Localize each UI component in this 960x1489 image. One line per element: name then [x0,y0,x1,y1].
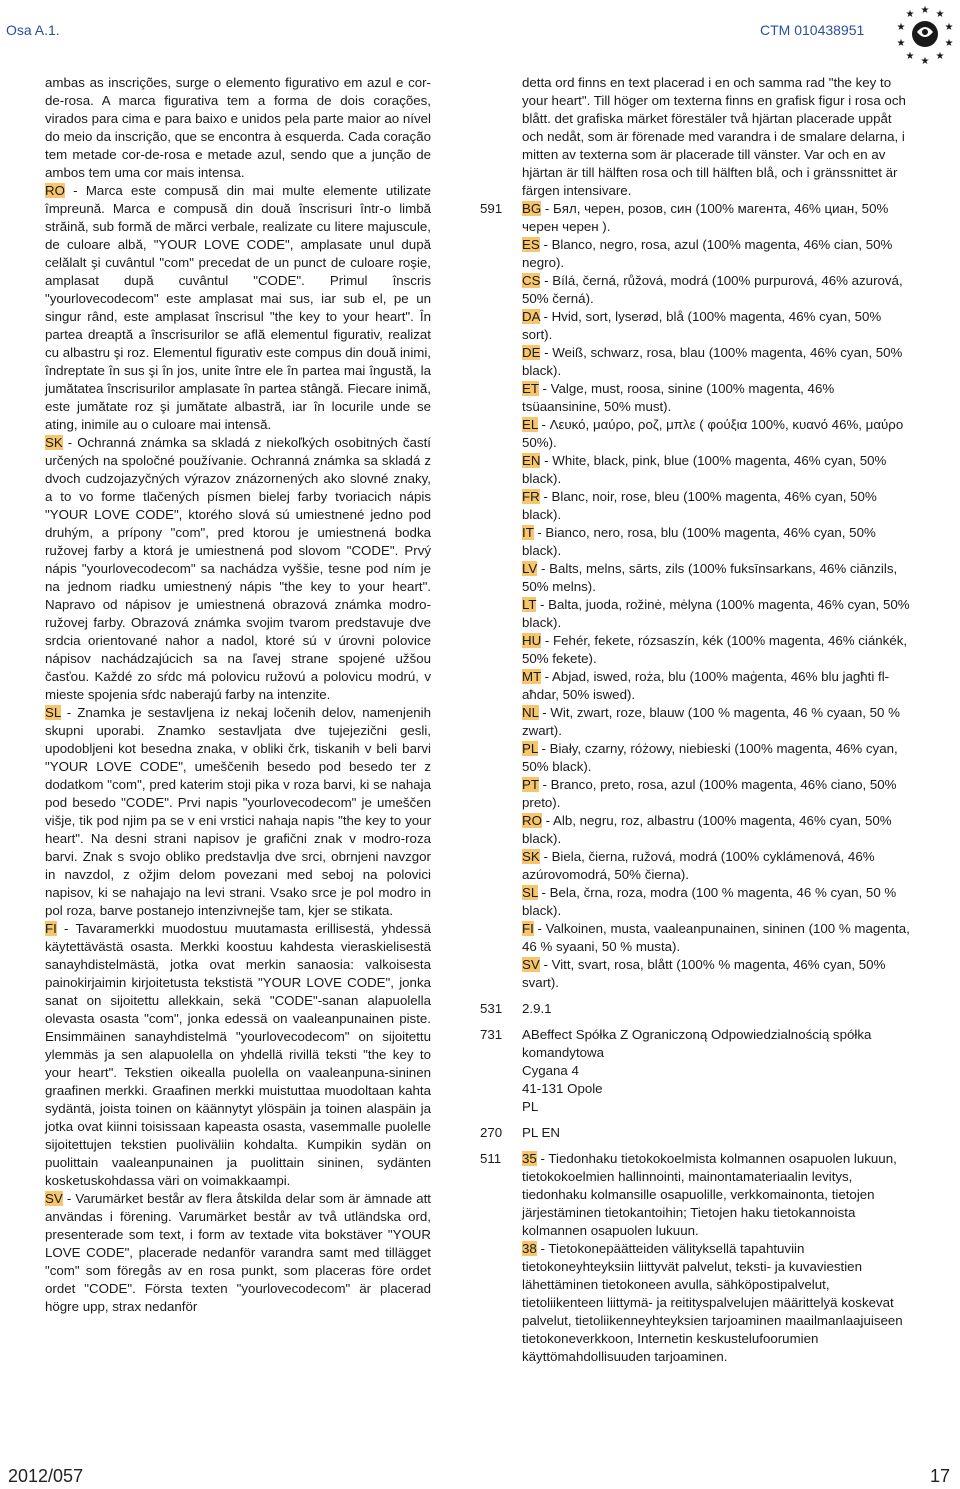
item-text: - Tiedonhaku tietokokoelmista kolmannen osapuolen lukuun, tietokokoelmien hallinnointi, mainontamateriaalin levitys, tiedonhaku kolmansille osapuolille, verkkomainonta, tietojen järjestäminen tietokantoihin; Tietojen haku tietokannoista kolmannen osapuolen lukuun. [522,1151,897,1238]
code-label: SK [522,849,540,864]
color-entry-sl [522,884,910,920]
paragraph-sk: SK - Ochranná známka sa skladá z niekoľkých osobitných častí určených na spoločné používanie. Ochranná známka sa skladá z dvoch cudzojazyčných výrazov znázornených ako slovné znaky, a to vo forme tlačených písmen bielej farby tvoriacich nápis "YOUR LOVE CODE", ktorého slová sú umiestnené jedno pod druhým, a prípony "com", pred ktorou je umiestnená bodka ružovej farby a ktorá je umiestnená pod slovom "CODE". Prvý nápis "yourlovecodecom" sa nachádza vyššie, tesne pod ním je na jednom riadku umiestnený nápis "the key to your heart". Napravo od nápisov je umiestnená obrazová známka modro-ružovej farby. Obrazová známka svojim tvarom predstavuje dve srdcia orientované nahor a nadol, ktoré sú v úrovni polovice nápisov nachádzajúcich sa na ľavej strane spojené užšou časťou. Každé zo sŕdc má polovicu ružovú a polovicu modrú, v mieste spojenia sŕdc naberajú farby na intenzite. [45,435,431,702]
left-column [45,74,431,1316]
color-entry-pl [522,740,910,776]
header-left: Osa A.1. [6,22,60,38]
footer-issue: 2012/057 [8,1466,84,1486]
paragraph-pt: ambas as inscrições, surge o elemento figurativo em azul e cor-de-rosa. A marca figurativa tem a forma de dois corações, virados para cima e para baixo e unidos pela parte maior ao nível do meio da inscrição, que se encontra à esquerda. Cada coração tem metade cor-de-rosa e metade azul, sendo que a junção de ambos tem uma cor mais intensa. [45,75,431,180]
paragraph-sv: SV - Varumärket består av flera åtskilda delar som är ämnade att användas i förening. Varumärket består av två utländska ord, presenterade som text, i form av textade vita bokstäver "YOUR LOVE CODE", placerade nedanför varandra samt med tillägget "com" som föregås av en rosa punkt, som placeras före ordet ordet "CODE". Första texten "yourlovecodecom" är placerad högre upp, strax nedanför [45,1191,431,1314]
color-entry-sk [522,848,910,884]
item-text: - Alb, negru, roz, albastru (100% magenta, 46% cyan, 50% black). [522,813,892,846]
entry-value: PL EN [522,1125,560,1140]
item-text: - Valge, must, roosa, sinine (100% magenta, 46% tsüaansinine, 50% must). [522,381,835,414]
code-label: 35 [522,1151,537,1166]
item-text: - Balts, melns, sārts, zils (100% fuksīnsarkans, 46% ciānzils, 50% melns). [522,561,898,594]
entry-731 [480,1026,910,1116]
entry-591 [480,200,910,992]
owner-city: 41-131 Opole [522,1081,603,1096]
item-text: - White, black, pink, blue (100% magenta, 46% cyan, 50% black). [522,453,887,486]
item-text: - Wit, zwart, roze, blauw (100 % magenta, 46 % cyaan, 50 % zwart). [522,705,900,738]
entry-number: 731 [480,1027,503,1042]
code-label: BG [522,201,542,216]
code-label: PL [522,741,538,756]
ohim-logo [893,2,957,66]
lang-code-fi: FI [45,921,57,936]
code-label: CS [522,273,541,288]
class-entry-35 [522,1150,910,1240]
color-entry-hu [522,632,910,668]
code-label: ET [522,381,539,396]
item-text: - Tietokonepäätteiden välityksellä tapahtuviin tietokoneyhteyksiin liittyvät palvelut, teksti- ja kuvaviestien lähettäminen tietokoneen avulla, sähköpostipalvelut, tietoliikenteen liittymä- ja reitityspalvelujen määrittelyä koskevat palvelut, tietoliikenneyhteyksien tarjoaminen maailmanlaajuiseen tietokoneverkkoon, Internetin keskustelufoorumien käyttömahdollisuuden tarjoaminen. [522,1241,903,1364]
svg-text:★: ★ [896,22,906,33]
paragraph-ro: RO - Marca este compusă din mai multe elemente utilizate împreună. Marca e compusă din două înscrisuri într-o limbă străină, sub formă de mărci verbale, realizate cu litere majuscule, de culoare albă, "YOUR LOVE CODE", amplasate unul după celălalt şi cuvântul "com" precedat de un punct de culoare roşie, amplasat după cuvântul "CODE". Primul înscris "yourlovecodecom" este amplasat mai sus, iar sub el, pe un singur rând, este amplasat înscrisul "the key to your heart". În partea dreaptă a înscrisurilor se află elementul figurativ, realizat cu albastru şi roz. Elementul figurativ este compus din două inimi, îndreptate în sus şi în jos, unite între ele în partea mai îngustă, la jumătatea înscrisurilor amplasate în partea stângă. Fiecare inimă, este jumătate roz şi jumătate albastră, iar în locurile unde se ating, inimile au o culoare mai intensă. [45,183,431,432]
item-text: - Branco, preto, rosa, azul (100% magenta, 46% ciano, 50% preto). [522,777,897,810]
svg-text:★: ★ [905,9,915,20]
paragraph-sl: SL - Znamka je sestavljena iz nekaj ločenih delov, namenjenih skupni uporabi. Znamko sestavljata dve tujejezični gesli, upodobljeni kot besedna znaka, v obliki črk, tiskanih v beli barvi "YOUR LOVE CODE", umeščenih besedo pod besedo ter z dodatkom "com", pred katerim stoji pika v roza barvi, ki se nahaja pod besedo "CODE". Prvi napis "yourlovecodecom" je umeščen višje, tik pod njim pa se v eni vrstici nahaja napis "the key to your heart". Na desni strani napisov je grafični znak v modro-roza barvi. Znak s svojo obliko predstavlja dve srci, obrnjeni navzgor in navzdol, z ožjim delom povezani med seboj na polovici napisov, ki se nahajajo na levi strani. Vsako srce je pol modro in pol roza, barve postanejo intenzivnejše tam, kjer se stikata. [45,705,431,918]
lang-code-sk: SK [45,435,63,450]
item-text: - Biela, čierna, ružová, modrá (100% cyklámenová, 46% azúrovomodrá, 50% čierna). [522,849,875,882]
item-text: - Valkoinen, musta, vaaleanpunainen, sininen (100 % magenta, 46 % syaani, 50 % musta). [522,921,910,954]
svg-text:★: ★ [920,5,930,16]
item-text: - Бял, черен, розов, син (100% магента, 46% циан, 50% черен черен ). [522,201,889,234]
color-entry-es [522,236,910,272]
code-label: IT [522,525,534,540]
item-text: - Biały, czarny, różowy, niebieski (100% magenta, 46% cyan, 50% black). [522,741,898,774]
svg-text:★: ★ [944,22,954,33]
svg-text:★: ★ [896,38,906,49]
entry-number: 531 [480,1001,503,1016]
code-label: NL [522,705,539,720]
color-entry-it [522,524,910,560]
entry-number: 270 [480,1125,503,1140]
color-entry-lv [522,560,910,596]
code-label: SV [522,957,540,972]
color-entry-sv [522,956,910,992]
color-entry-mt [522,668,910,704]
entry-value: 2.9.1 [522,1001,552,1016]
entry-531 [480,1000,910,1018]
entry-270 [480,1124,910,1142]
owner-country: PL [522,1099,539,1114]
svg-text:★: ★ [944,38,954,49]
item-text: - Abjad, iswed, roża, blu (100% maġenta, 46% blu jagħti fl-aħdar, 50% iswed). [522,669,890,702]
item-text: - Blanc, noir, rose, bleu (100% magenta, 46% cyan, 50% black). [522,489,877,522]
entry-number: 591 [480,201,503,216]
color-entry-et [522,380,910,416]
paragraph-fi: FI - Tavaramerkki muodostuu muutamasta erillisestä, yhdessä käytettävästä osasta. Merkki koostuu kahdesta vieraskielisestä sanayhdistelmästä, jotka ovat merkin sanaosia: valkoisesta painokirjaimin kirjoitetusta tekstistä "YOUR LOVE CODE", jonka sanat on sijoitettu allekkain, sekä "CODE"-sanan alapuolella olevasta osasta "com", jonka edessä on vaaleanpunainen piste. Ensimmäinen sanayhdistelmä "yourlovecodecom" on sijoitettu ylemmäs ja sen alapuolella on yhdellä rivillä teksti "the key to your heart". Tekstien oikealla puolella on vaaleanpuna-sininen graafinen merkki. Graafinen merkki muistuttaa muodoltaan kahta sydäntä, joista toinen on käännytyt ylöspäin ja toinen alaspäin ja jotka ovat kiinni toisissaan kapeasta osasta, vasemmalle puolelle sijoitettujen tekstien puoliväliin kohdalta. Kumpikin sydän on puolittain vaaleanpunainen ja puolittain sininen, sydänten kosketuskohdassa väri on voimakkaampi. [45,921,431,1188]
page-number: 17 [930,1466,951,1486]
code-label: ES [522,237,540,252]
item-text: - Vitt, svart, rosa, blått (100% % magenta, 46% cyan, 50% svart). [522,957,886,990]
color-entry-lt [522,596,910,632]
owner-name: ABeffect Spółka Z Ograniczoną Odpowiedzialnością spółka komandytowa [522,1027,872,1060]
code-label: DA [522,309,540,324]
class-entry-38 [522,1240,910,1366]
svg-text:★: ★ [905,51,915,62]
entry-511 [480,1150,910,1366]
header-right: CTM 010438951 [760,22,865,38]
item-text: - Bianco, nero, rosa, blu (100% magenta, 46% cyan, 50% black). [522,525,876,558]
color-entry-pt [522,776,910,812]
code-label: RO [522,813,542,828]
entry-number: 511 [480,1151,502,1166]
code-label: HU [522,633,542,648]
item-text: - Λευκό, μαύρο, ροζ, μπλε ( φούξια 100%, κυανό 46%, μαύρο 50%). [522,417,904,450]
code-label: 38 [522,1241,537,1256]
code-label: LT [522,597,537,612]
color-entry-en [522,452,910,488]
lang-code-sl: SL [45,705,61,720]
paragraph-sv-continued: detta ord finns en text placerad i en och samma rad "the key to your heart". Till höger om texterna finns en grafisk figur i rosa och blått. det grafiska märket förestäler två hjärtan placerade uppåt och nedåt, som är förenade med varandra i de smalare delarna, i mitten av texterna som är placerade till vänster. Var och en av hjärtan är till hälften rosa och till hälften blå, och i gränssnittet är färgen intensivare. [522,75,906,198]
code-label: SL [522,885,538,900]
item-text: - Hvid, sort, lyserød, blå (100% magenta, 46% cyan, 50% sort). [522,309,882,342]
lang-code-sv: SV [45,1191,63,1206]
color-entry-bg [522,200,910,236]
color-entry-fi [522,920,910,956]
lang-code-ro: RO [45,183,65,198]
color-entry-cs [522,272,910,308]
owner-street: Cygana 4 [522,1063,579,1078]
code-label: MT [522,669,541,684]
item-text: - Balta, juoda, rožinė, mėlyna (100% magenta, 46% cyan, 50% black). [522,597,910,630]
code-label: PT [522,777,539,792]
item-text: - Bela, črna, roza, modra (100 % magenta, 46 % cyan, 50 % black). [522,885,897,918]
color-entry-el [522,416,910,452]
svg-text:★: ★ [935,9,945,20]
svg-text:★: ★ [935,51,945,62]
color-entry-fr [522,488,910,524]
code-label: EL [522,417,538,432]
color-entry-ro [522,812,910,848]
item-text: - Fehér, fekete, rózsaszín, kék (100% magenta, 46% ciánkék, 50% fekete). [522,633,908,666]
code-label: DE [522,345,541,360]
color-entry-nl [522,704,910,740]
code-label: FI [522,921,534,936]
color-entry-da [522,308,910,344]
right-column [480,74,910,1374]
code-label: FR [522,489,540,504]
item-text: - Blanco, negro, rosa, azul (100% magenta, 46% cian, 50% negro). [522,237,893,270]
svg-text:★: ★ [920,56,930,66]
code-label: EN [522,453,541,468]
item-text: - Bílá, černá, růžová, modrá (100% purpurová, 46% azurová, 50% černá). [522,273,903,306]
item-text: - Weiß, schwarz, rosa, blau (100% magenta, 46% cyan, 50% black). [522,345,903,378]
color-entry-de [522,344,910,380]
code-label: LV [522,561,538,576]
